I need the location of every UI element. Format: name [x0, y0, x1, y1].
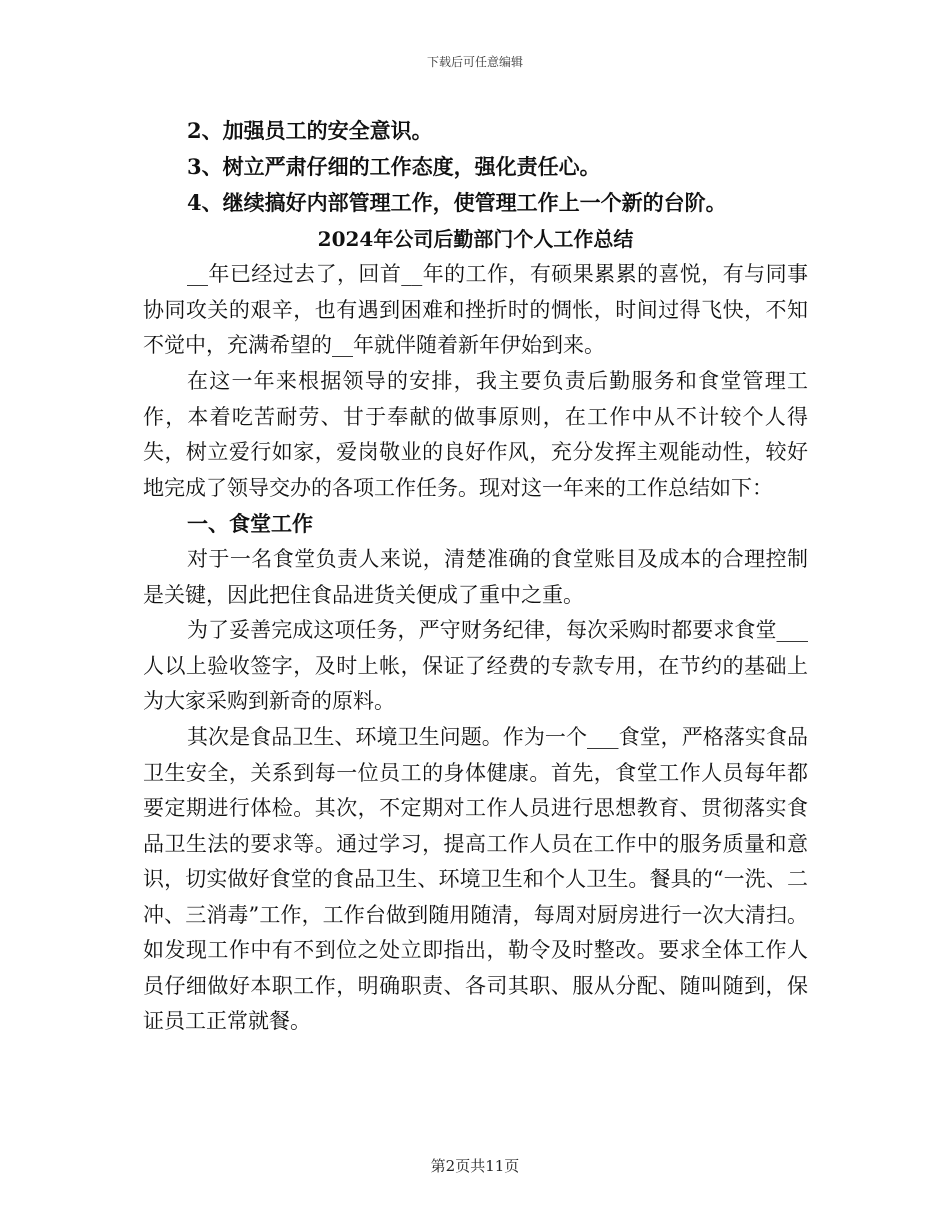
section-heading: 一、食堂工作: [187, 511, 313, 536]
page-header-note: 下载后可任意编辑: [426, 55, 523, 69]
paragraph: 其次是食品卫生、环境卫生问题。作为一个___食堂，严格落实食品卫生安全，关系到每一位员工的身体健康。首先，食堂工作人员每年都要定期进行体检。其次，不定期对工作人员进行思想教育、贯彻落实食品卫生法的要求等。通过学习，提高工作人员在工作中的服务质量和意识，切实做好食堂的食品卫生、环境卫生和个人卫生。餐具的“一洗、二冲、三消毒”工作，工作台做到随用随清，每周对厨房进行一次大清扫。如发现工作中有不到位之处立即指出，勒令及时整改。要求全体工作人员仔细做好本职工作，明确职责、各司其职、服从分配、随叫随到，保证员工正常就餐。: [143, 725, 808, 1033]
list-item: 4、继续搞好内部管理工作，使管理工作上一个新的台阶。: [187, 190, 727, 215]
document-body: [143, 113, 808, 1040]
page-number: 第2页共11页: [430, 1157, 520, 1175]
document-title: 2024年公司后勤部门个人工作总结: [317, 227, 634, 251]
paragraph: 为了妥善完成这项任务，严守财务纪律，每次采购时都要求食堂___人以上验收签字，及时上帐，保证了经费的专款专用，在节约的基础上为大家采购到新奇的原料。: [143, 618, 808, 713]
list-item: 3、树立严肃仔细的工作态度，强化责任心。: [187, 154, 601, 179]
paragraph: 对于一名食堂负责人来说，清楚准确的食堂账目及成本的合理控制是关键，因此把住食品进货关便成了重中之重。: [143, 547, 808, 607]
paragraph: 在这一年来根据领导的安排，我主要负责后勤服务和食堂管理工作，本着吃苦耐劳、甘于奉献的做事原则，在工作中从不计较个人得失，树立爱行如家，爱岗敬业的良好作风，充分发挥主观能动性，较好地完成了领导交办的各项工作任务。现对这一年来的工作总结如下：: [143, 369, 808, 500]
paragraph: __年已经过去了，回首__年的工作，有硕果累累的喜悦，有与同事协同攻关的艰辛，也有遇到困难和挫折时的惆怅，时间过得飞快，不知不觉中，充满希望的__年就伴随着新年伊始到来。: [143, 262, 808, 357]
list-item: 2、加强员工的安全意识。: [187, 118, 433, 143]
